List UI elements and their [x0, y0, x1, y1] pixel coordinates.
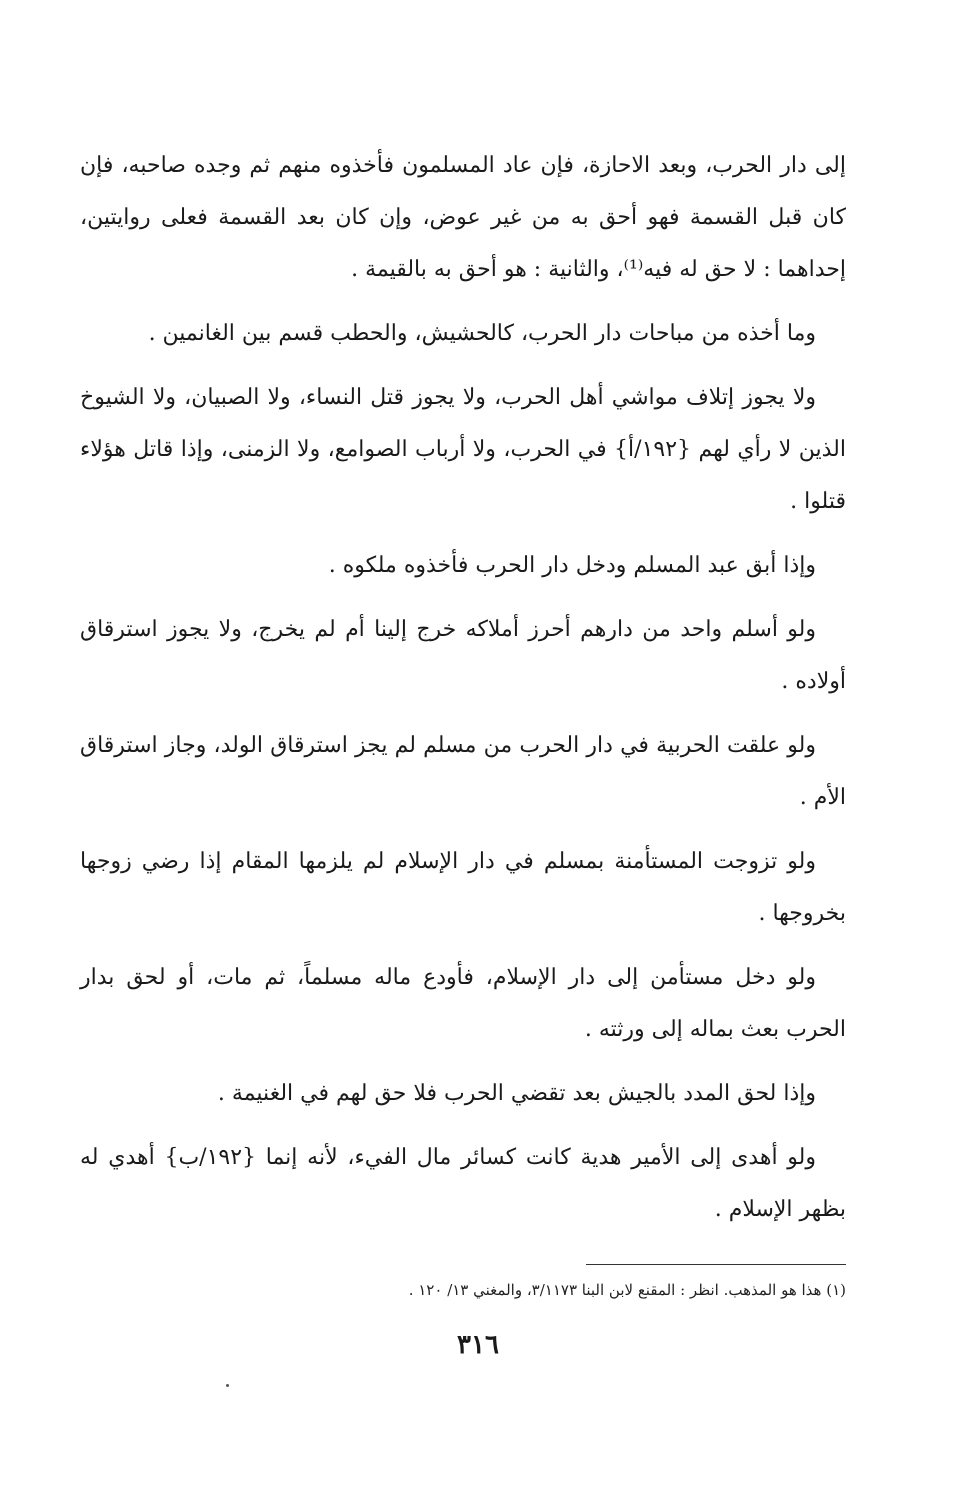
paragraph-4: وإذا أبق عبد المسلم ودخل دار الحرب فأخذوه ملكوه .	[328, 553, 816, 578]
paragraph-6: ولو علقت الحربية في دار الحرب من مسلم لم يجز استرقاق الولد، وجاز استرقاق الأم .	[80, 733, 846, 810]
paragraph-1: إلى دار الحرب، وبعد الاحازة، فإن عاد المسلمون فأخذوه منهم ثم وجده صاحبه، فإن كان قبل القسمة فهو أحق به من غير عوض، وإن كان بعد القسمة فعلى روايتين، إحداهما : لا حق له فيه⁽¹⁾، والثانية : هو أحق به بالقيمة .	[80, 153, 846, 282]
main-text	[80, 140, 846, 1248]
footnote-divider	[586, 1264, 846, 1265]
footnote: (١) هذا هو المذهب. انظر : المقنع لابن البنا ٣/١١٧٣، والمغني ١٣/ ١٢٠ .	[408, 1281, 846, 1299]
paragraph-5: ولو أسلم واحد من دارهم أحرز أملاكه خرج إلينا أم لم يخرج، ولا يجوز استرقاق أولاده .	[80, 617, 846, 694]
paragraph-9: وإذا لحق المدد بالجيش بعد تقضي الحرب فلا حق لهم في الغنيمة .	[217, 1081, 816, 1106]
paragraph-3: ولا يجوز إتلاف مواشي أهل الحرب، ولا يجوز قتل النساء، ولا الصبيان، ولا الشيوخ الذين لا رأي لهم {١٩٢/أ} في الحرب، ولا أرباب الصوامع، ولا الزمنى، وإذا قاتل هؤلاء قتلوا .	[80, 385, 846, 514]
paragraph-2: وما أخذه من مباحات دار الحرب، كالحشيش، والحطب قسم بين الغانمين .	[148, 321, 816, 346]
paragraph-7: ولو تزوجت المستأمنة بمسلم في دار الإسلام لم يلزمها المقام إذا رضي زوجها بخروجها .	[80, 849, 846, 926]
scan-speck	[226, 1384, 229, 1387]
paragraph-10: ولو أهدى إلى الأمير هدية كانت كسائر مال الفيء، لأنه إنما {١٩٢/ب} أهدي له بظهر الإسلام .	[80, 1145, 846, 1222]
paragraph-8: ولو دخل مستأمن إلى دار الإسلام، فأودع ماله مسلماً، ثم مات، أو لحق بدار الحرب بعث بماله إلى ورثته .	[80, 965, 846, 1042]
page-number: ٣١٦	[457, 1330, 499, 1360]
